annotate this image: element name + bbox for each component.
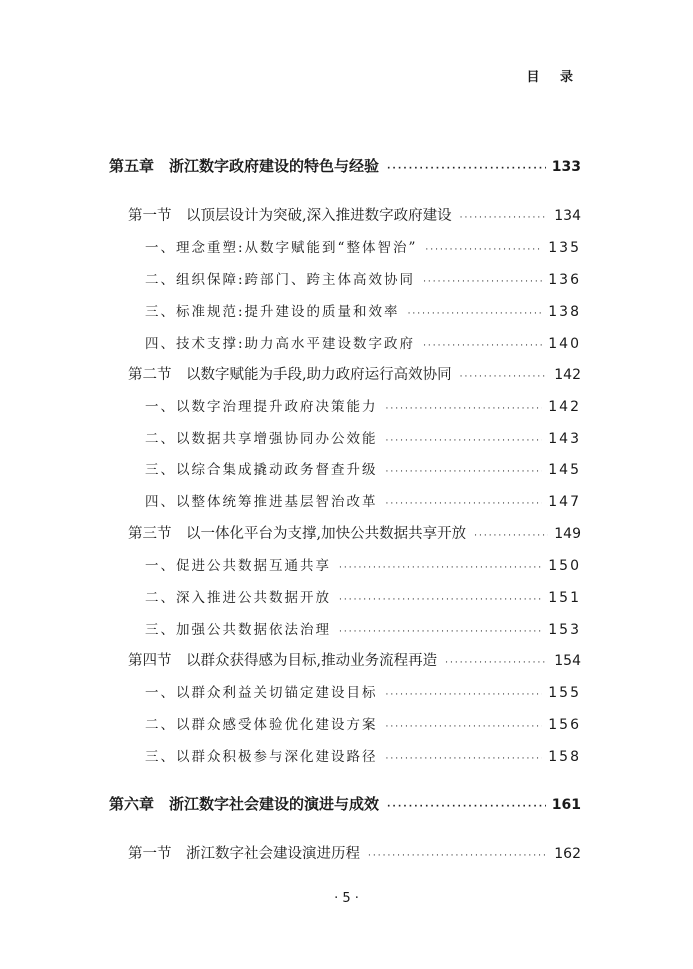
toc-entry — [145, 427, 581, 447]
leader-dots — [445, 658, 548, 668]
toc-entry-page: 147 — [548, 494, 581, 510]
leader-dots — [386, 499, 543, 509]
toc-entry-page: 135 — [548, 240, 581, 256]
leader-dots — [460, 213, 549, 223]
toc-entry — [145, 618, 581, 638]
toc-entry-page: 140 — [548, 336, 581, 352]
leader-dots — [423, 277, 542, 287]
toc-entry — [145, 681, 581, 701]
toc-entry-page: 133 — [551, 159, 581, 175]
leader-dots — [386, 690, 543, 700]
toc-entry-page: 151 — [548, 590, 581, 606]
toc-entry-title: 三、标准规范:提升建设的质量和效率 — [145, 304, 400, 320]
toc-entry-title: 一、以数字治理提升政府决策能力 — [145, 399, 378, 415]
leader-dots — [386, 404, 543, 414]
leader-dots — [460, 372, 549, 382]
toc-entry-title: 四、以整体统筹推进基层智治改革 — [145, 494, 378, 510]
toc-entry-page: 156 — [548, 717, 581, 733]
page-number: · 5 · — [334, 891, 359, 906]
toc-entry-page: 134 — [554, 208, 581, 224]
toc-entry — [145, 554, 581, 574]
toc-entry — [145, 745, 581, 765]
toc-entry-page: 145 — [548, 462, 581, 478]
leader-dots — [425, 245, 542, 255]
toc-entry-title: 第五章 浙江数字政府建设的特色与经验 — [109, 157, 380, 175]
toc-entry — [145, 332, 581, 352]
toc-entry-title: 一、以群众利益关切锚定建设目标 — [145, 685, 378, 701]
toc-entry-title: 二、组织保障:跨部门、跨主体高效协同 — [145, 272, 416, 288]
toc-entry — [145, 236, 581, 256]
leader-dots — [386, 722, 543, 732]
leader-dots — [386, 754, 543, 764]
running-header: 目 录 — [526, 70, 581, 85]
leader-dots — [339, 563, 542, 573]
toc-entry-title: 三、加强公共数据依法治理 — [145, 622, 331, 638]
toc-entry-page: 158 — [548, 749, 581, 765]
toc-entry-title: 第六章 浙江数字社会建设的演进与成效 — [109, 795, 380, 813]
toc-entry — [128, 204, 581, 225]
toc-entry-page: 142 — [548, 399, 581, 415]
toc-entry-page: 153 — [548, 622, 581, 638]
toc-entry-title: 三、以群众积极参与深化建设路径 — [145, 749, 378, 765]
toc-entry-title: 二、以数据共享增强协同办公效能 — [145, 431, 378, 447]
leader-dots — [423, 341, 542, 351]
toc-entry-title: 二、深入推进公共数据开放 — [145, 590, 331, 606]
leader-dots — [339, 627, 542, 637]
leader-dots — [368, 851, 548, 861]
toc-entry-title: 第二节 以数字赋能为手段,助力政府运行高效协同 — [128, 367, 452, 383]
toc-entry — [145, 458, 581, 478]
toc-entry-title: 第一节 以顶层设计为突破,深入推进数字政府建设 — [128, 208, 452, 224]
leader-dots — [339, 595, 542, 605]
toc-entry-page: 149 — [554, 526, 581, 542]
toc-entry-title: 四、技术支撑:助力高水平建设数字政府 — [145, 336, 416, 352]
toc-entry-page: 150 — [548, 558, 581, 574]
toc-entry-page: 162 — [554, 846, 581, 862]
leader-dots — [408, 309, 543, 319]
toc-entry-title: 三、以综合集成撬动政务督查升级 — [145, 462, 378, 478]
toc-entry — [109, 155, 581, 176]
toc-entry — [145, 713, 581, 733]
toc-entry-title: 二、以群众感受体验优化建设方案 — [145, 717, 378, 733]
toc-entry — [128, 363, 581, 384]
toc-entry-page: 161 — [551, 797, 581, 813]
leader-dots — [386, 436, 543, 446]
toc-entry-page: 138 — [548, 304, 581, 320]
toc-entry — [145, 586, 581, 606]
toc-entry-title: 第三节 以一体化平台为支撑,加快公共数据共享开放 — [128, 526, 467, 542]
toc-entry-page: 155 — [548, 685, 581, 701]
toc-entry-page: 143 — [548, 431, 581, 447]
toc-entry-title: 第一节 浙江数字社会建设演进历程 — [128, 846, 360, 862]
toc-entry-page: 142 — [554, 367, 581, 383]
leader-dots — [387, 802, 546, 812]
toc-entry — [128, 649, 581, 670]
toc-entry — [145, 268, 581, 288]
toc-entry — [145, 395, 581, 415]
leader-dots — [474, 531, 548, 541]
toc-entry-page: 136 — [548, 272, 581, 288]
toc-entry-title: 一、促进公共数据互通共享 — [145, 558, 331, 574]
toc-entry-page: 154 — [554, 653, 581, 669]
leader-dots — [387, 164, 546, 174]
toc-entry — [109, 793, 581, 814]
toc-entry — [128, 842, 581, 863]
toc-entry — [145, 490, 581, 510]
leader-dots — [386, 467, 543, 477]
toc-entry — [128, 522, 581, 543]
toc-entry-title: 第四节 以群众获得感为目标,推动业务流程再造 — [128, 653, 438, 669]
toc-entry-title: 一、理念重塑:从数字赋能到“整体智治” — [145, 240, 418, 256]
toc-entry — [145, 300, 581, 320]
